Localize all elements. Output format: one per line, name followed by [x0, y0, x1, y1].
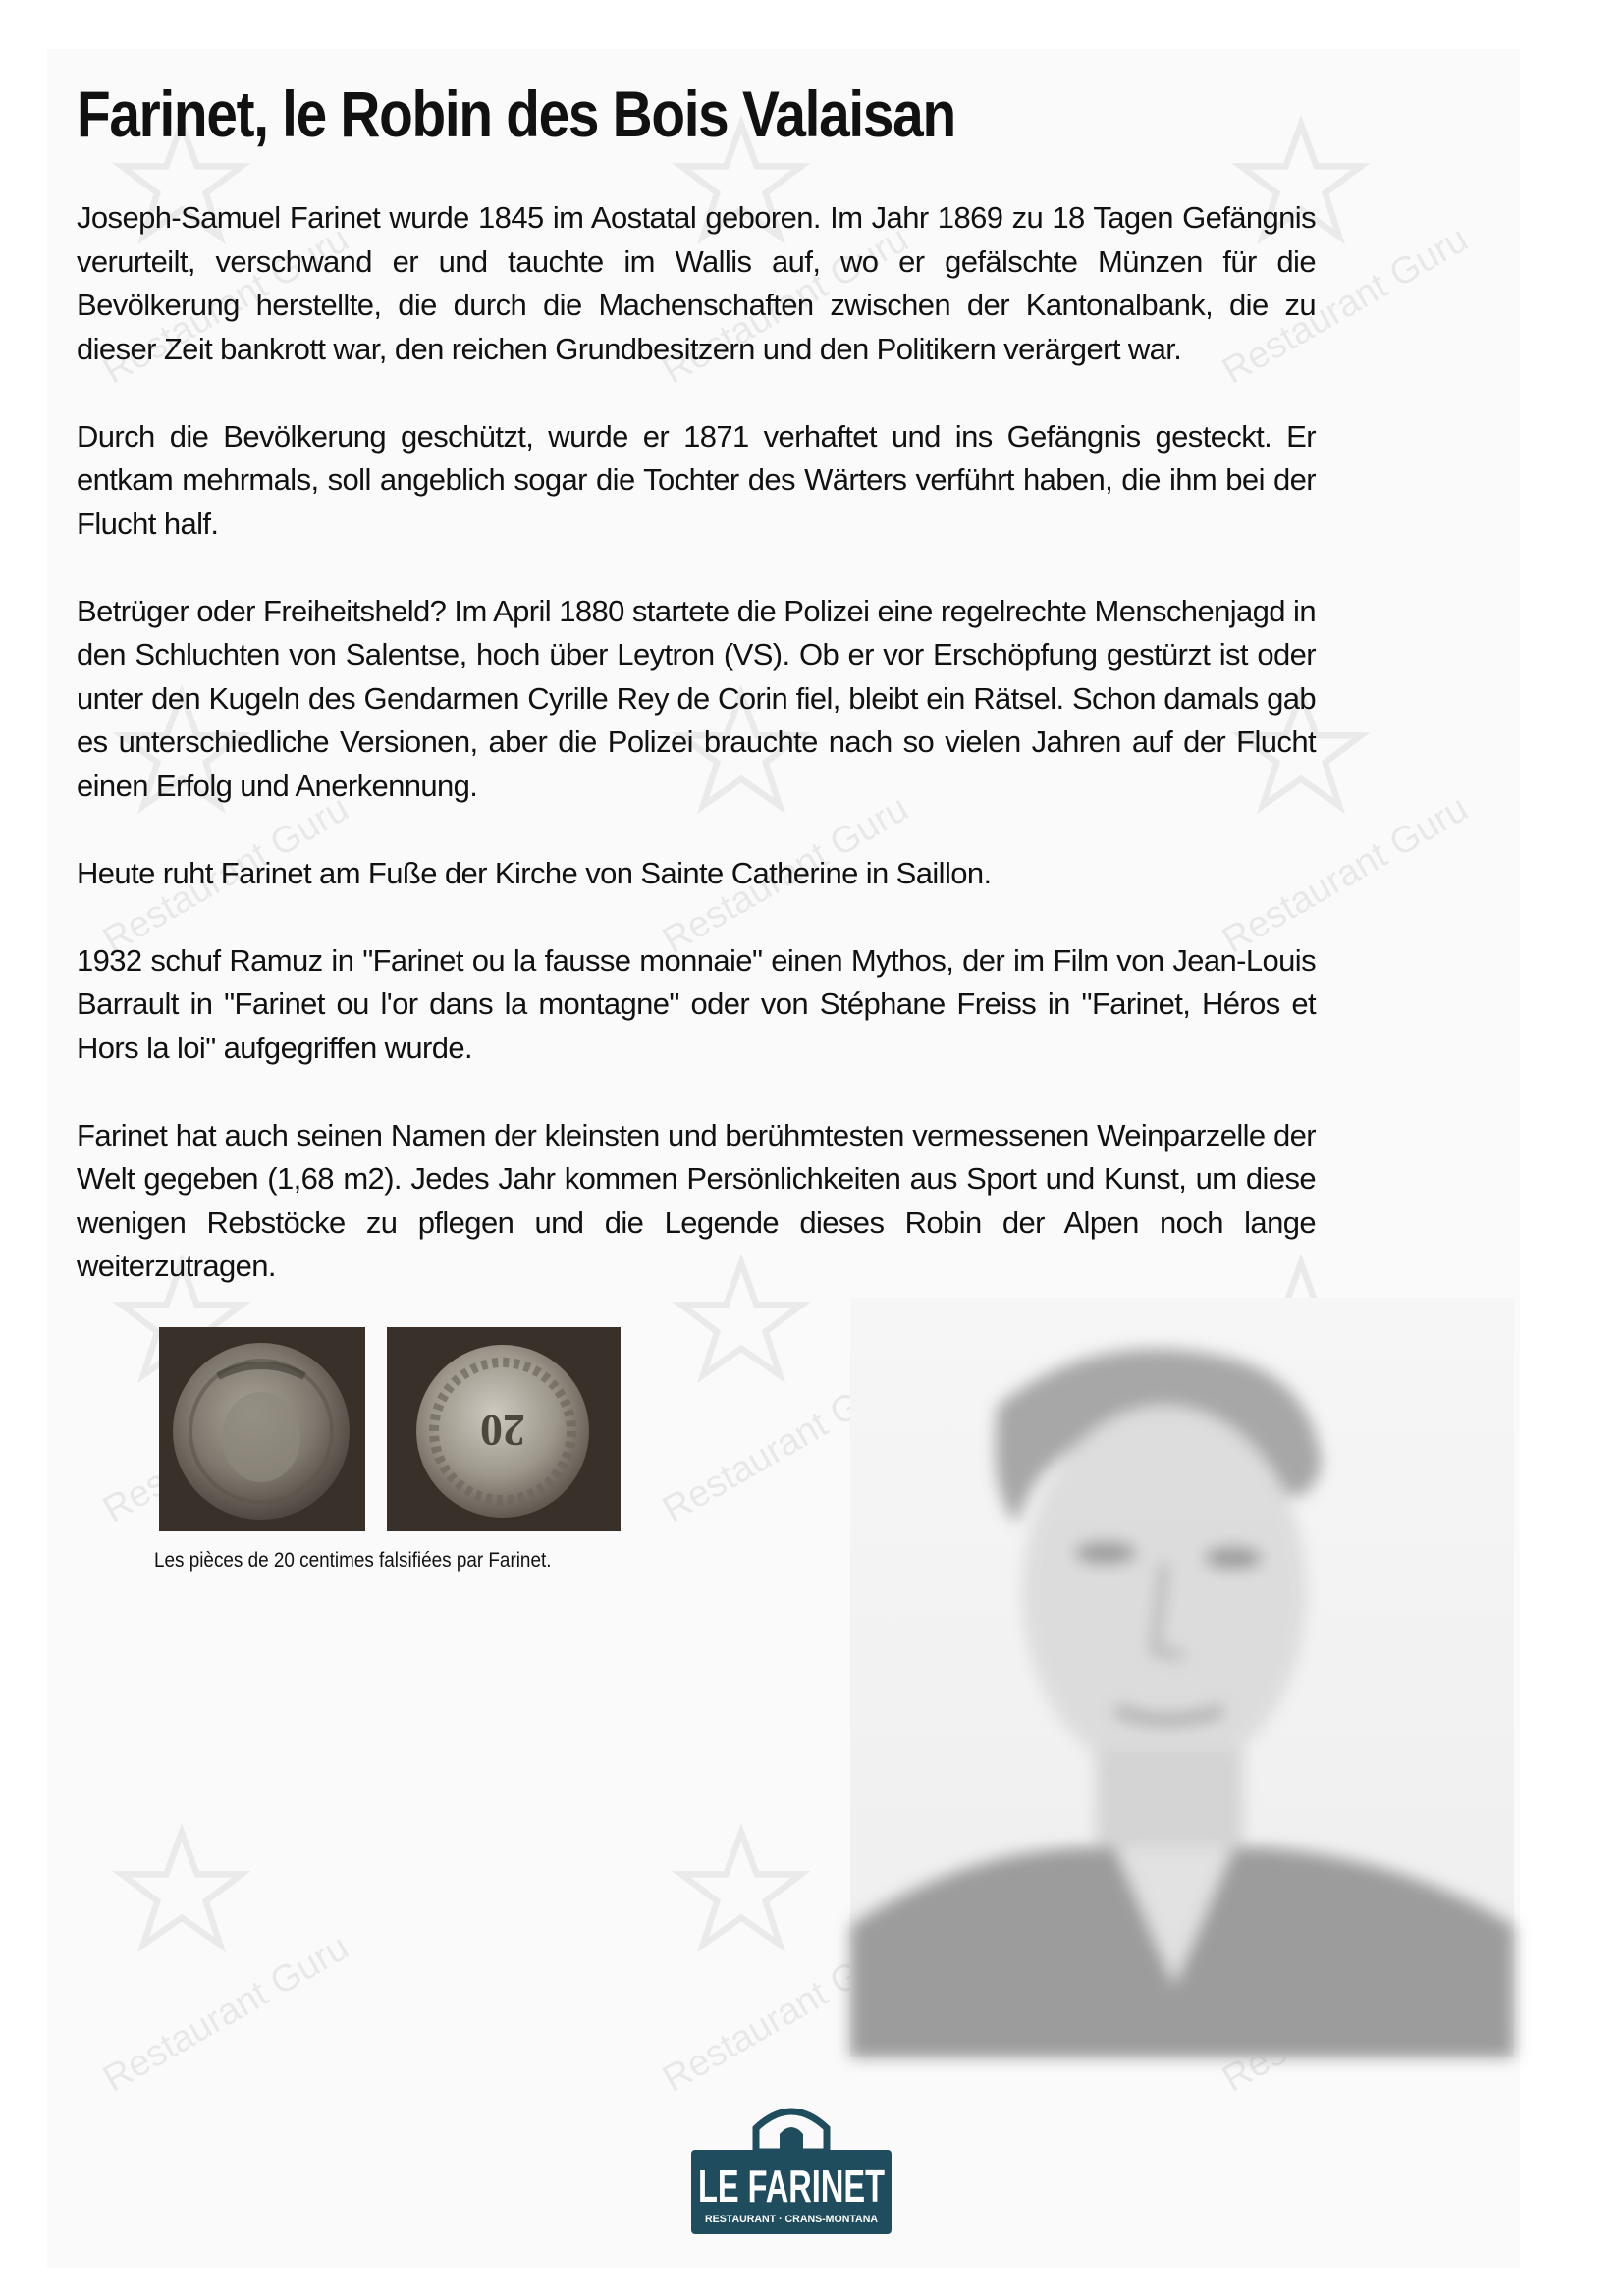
logo-tagline: RESTAURANT · CRANS-MONTANA	[705, 2214, 879, 2225]
coin-reverse-photo	[387, 1327, 621, 1531]
farinet-portrait	[850, 1298, 1514, 2057]
coin-caption: Les pièces de 20 centimes falsifiées par Farinet.	[154, 1549, 552, 1572]
paragraph-2: Durch die Bevölkerung geschützt, wurde er 1871 verhaftet und ins Gefängnis gesteckt. Er entkam mehrmals, soll angeblich sogar die Tochter des Wärters verführt haben, die ihm bei der Flucht half.	[77, 418, 1316, 541]
logo-name: LE FARINET	[698, 2161, 885, 2212]
paragraph-3: Betrüger oder Freiheitsheld? Im April 1880 startete die Polizei eine regelrechte Menschenjagd in den Schluchten von Salentse, hoch über Leytron (VS). Ob er vor Erschöpfung gestürzt ist oder unter den Kugeln des Gendarmen Cyrille Rey de Corin fiel, bleibt ein Rätsel. Schon damals gab es unterschiedliche Versionen, aber die Polizei brauchte nach so vielen Jahren auf der Flucht einen Erfolg und Anerkennung.	[77, 593, 1316, 803]
paragraph-6: Farinet hat auch seinen Namen der kleinsten und berühmtesten vermessenen Weinparzelle der Welt gegeben (1,68 m2). Jedes Jahr kommen Persönlichkeiten aus Sport und Kunst, um diese wenigen Rebstöcke zu pflegen und die Legende dieses Robin der Alpen noch lange weiterzutragen.	[77, 1117, 1316, 1283]
coin-obverse-photo	[159, 1327, 365, 1531]
paragraph-1: Joseph-Samuel Farinet wurde 1845 im Aostatal geboren. Im Jahr 1869 zu 18 Tagen Gefängnis verurteilt, verschwand er und tauchte im Wallis auf, wo er gefälschte Münzen für die Bevölkerung herstellte, die durch die Machenschaften zwischen der Kantonalbank, die zu dieser Zeit bankrott war, den reichen Grundbesitzern und den Politikern verärgert war.	[77, 200, 1316, 366]
story-text	[77, 196, 1316, 1332]
page-title: Farinet, le Robin des Bois Valaisan	[77, 78, 955, 150]
paragraph-4: Heute ruht Farinet am Fuße der Kirche von Sainte Catherine in Saillon.	[77, 855, 992, 890]
paragraph-5: 1932 schuf Ramuz in "Farinet ou la fausse monnaie" einen Mythos, der im Film von Jean-Louis Barrault in "Farinet ou l'or dans la montagne" oder von Stéphane Freiss in "Farinet, Héros et Hors la loi" aufgegriffen wurde.	[77, 942, 1316, 1065]
coin-photos	[159, 1327, 621, 1531]
coin-value-text: 20	[480, 1406, 525, 1456]
le-farinet-logo	[683, 2091, 899, 2238]
